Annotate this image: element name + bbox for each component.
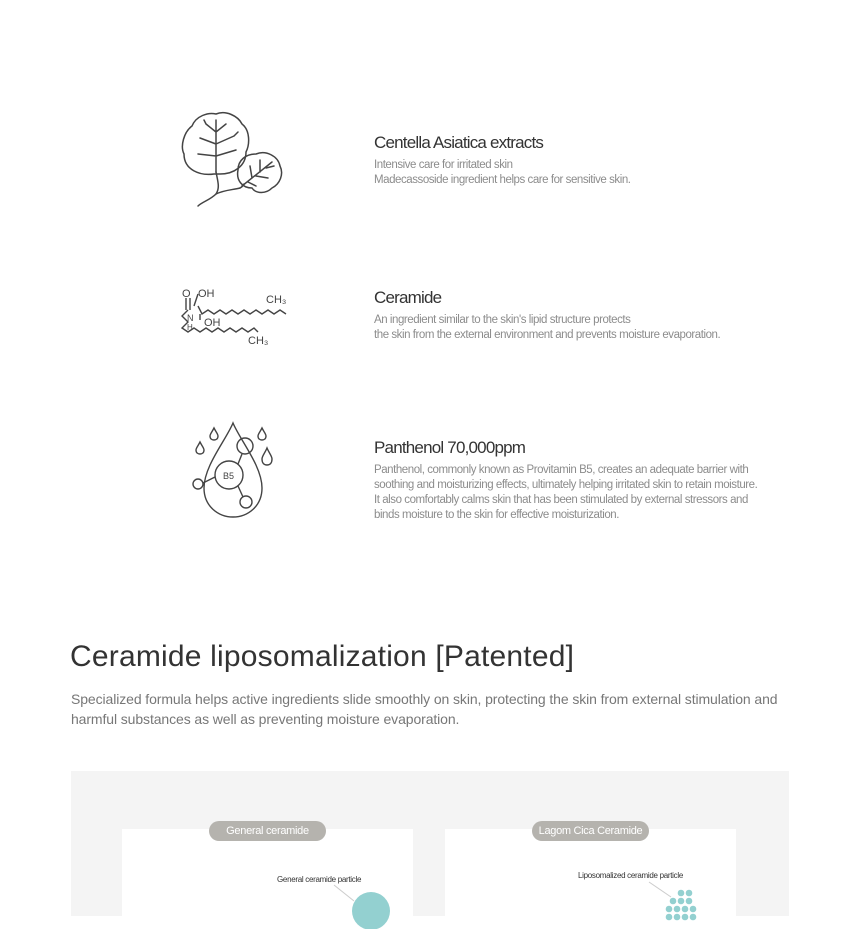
b5-label: B5 <box>223 471 235 481</box>
ingredient-description-line: Panthenol, commonly known as Provitamin B5, creates an adequate barrier with <box>374 464 749 476</box>
ingredient-description-line: It also comfortably calms skin that has been stimulated by external stressors and <box>374 494 748 506</box>
ingredient-description-line: binds moisture to the skin for effective moisturization. <box>374 509 619 521</box>
liposome-dot <box>666 906 673 913</box>
liposome-dot <box>666 914 673 921</box>
ingredient-title: Centella Asiatica extracts <box>374 133 544 152</box>
centella-leaf-icon <box>180 110 286 208</box>
liposome-dot <box>674 906 681 913</box>
ingredient-title: Ceramide <box>374 288 442 307</box>
liposomalized-particles <box>445 829 736 929</box>
liposome-dot <box>682 906 689 913</box>
ingredient-title: Panthenol 70,000ppm <box>374 438 526 457</box>
atom-oh: OH <box>204 317 221 329</box>
liposome-dot <box>670 898 677 905</box>
ceramide-molecule-icon <box>178 284 290 350</box>
atom-ch3: CH₃ <box>248 335 269 347</box>
ingredient-description-line: the skin from the external environment and prevents moisture evaporation. <box>374 329 721 341</box>
liposome-dot <box>678 898 685 905</box>
liposome-dot <box>678 890 685 897</box>
liposome-dot <box>682 914 689 921</box>
particle-label: General ceramide particle <box>277 875 362 884</box>
section-description: Specialized formula helps active ingredients slide smoothly on skin, protecting the skin from external stimulation and harmful substances as well as preventing moisture evaporation. <box>71 691 778 727</box>
comparison-panel <box>71 771 789 916</box>
liposome-dot <box>674 914 681 921</box>
atom-oh: OH <box>198 288 215 300</box>
general-ceramide-card <box>122 829 413 929</box>
atom-o: O <box>182 288 191 300</box>
ingredient-description-line: Madecassoside ingredient helps care for sensitive skin. <box>374 174 631 186</box>
liposome-dot <box>690 906 697 913</box>
atom-ch3: CH₃ <box>266 294 287 306</box>
panthenol-drop-icon <box>188 420 278 520</box>
general-ceramide-particle <box>122 829 413 929</box>
lagom-cica-ceramide-card <box>445 829 736 929</box>
atom-n: N <box>187 313 194 323</box>
ingredient-description-line: soothing and moisturizing effects, ultimately helping irritated skin to retain moisture. <box>374 479 758 491</box>
liposome-dot <box>686 898 693 905</box>
general-ceramide-badge: General ceramide <box>209 821 326 841</box>
ingredient-description-line: An ingredient similar to the skin's lipid structure protects <box>374 314 631 326</box>
lagom-cica-ceramide-badge: Lagom Cica Ceramide <box>532 821 649 841</box>
liposome-dot <box>690 914 697 921</box>
ingredient-description-line: Intensive care for irritated skin <box>374 159 513 171</box>
liposome-dot <box>686 890 693 897</box>
particle-label: Liposomalized ceramide particle <box>578 871 683 880</box>
section-title: Ceramide liposomalization [Patented] <box>70 640 575 673</box>
atom-h: H <box>187 323 193 332</box>
